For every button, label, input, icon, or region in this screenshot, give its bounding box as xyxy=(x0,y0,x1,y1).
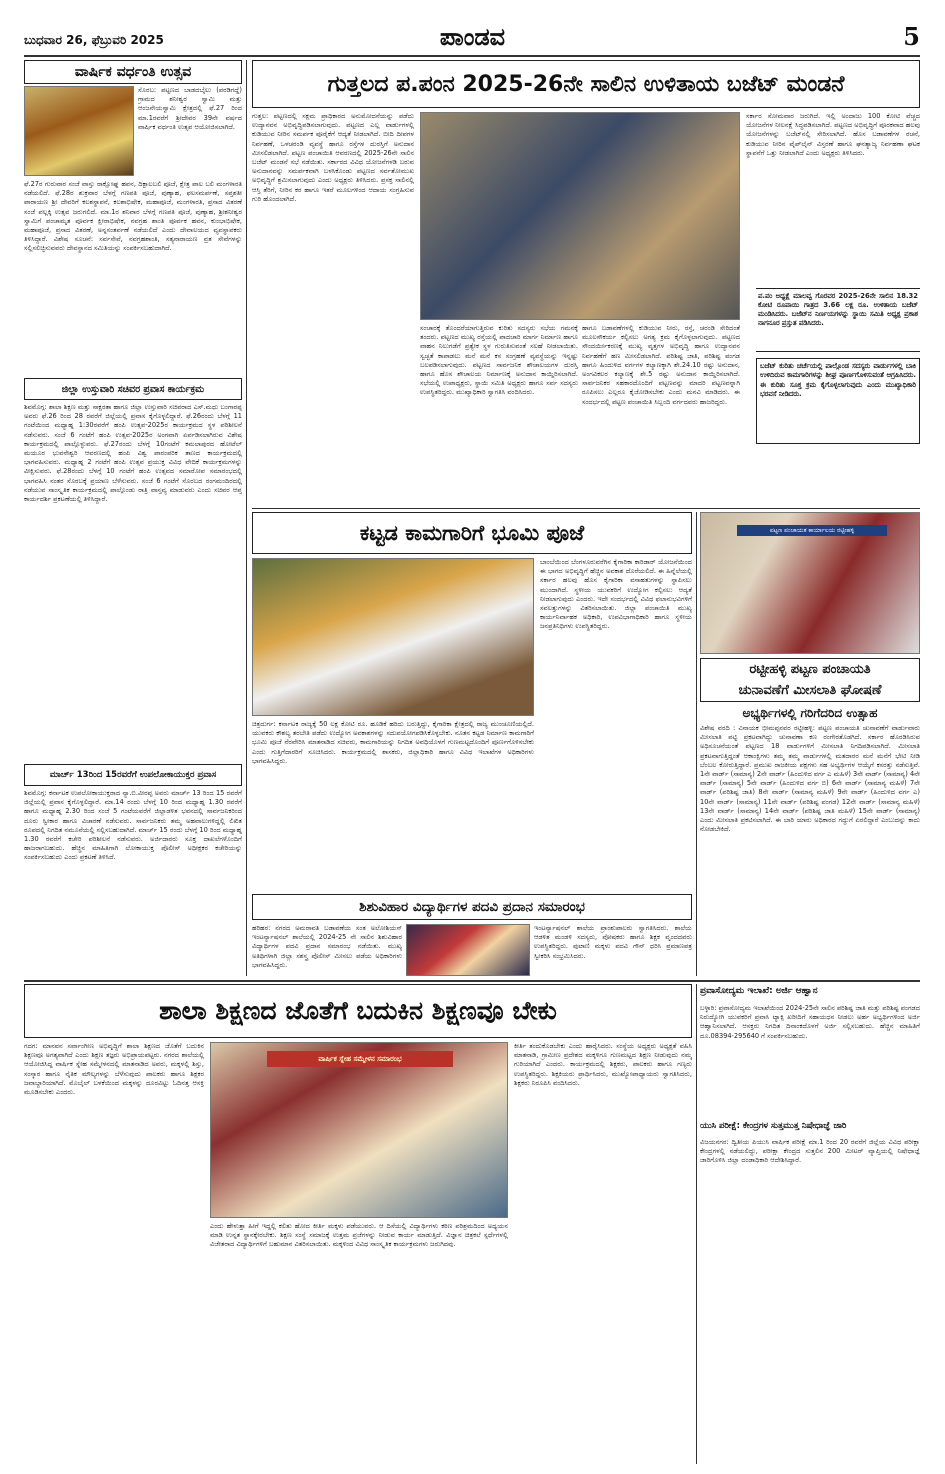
anniversary-body: ಫೆ.27ರ ಗುರುವಾರ ಸಂಜೆ ವಾಸ್ತು ರಾಕ್ಷೋಘ್ನ ಹವನ, ದಿಕ್ಪಾಲಬಲಿ ಪೂಜೆ, ಕ್ಷೇತ್ರ ಪಾಲ ಬಲಿ ಮಂಗಳಾರತಿ ನಡೆಯಲಿದೆ. ಫೆ.28ರ ಶುಕ್ರವಾರ ಬೆಳಗ್ಗೆ ಗಣಪತಿ ಪೂಜೆ, ಪುಣ್ಯಾಹ, ಫಲಸಮರ್ಪಣೆ, ಸಪ್ತಶತೀ ಪಾರಾಯಣ ಶ್ರೀ ದೇವರಿಗೆ ಕಲಶಸ್ಥಾಪನೆ, ಕಲಶಾಭಿಷೇಕ, ಮಹಾಪೂಜೆ, ಮಂಗಳಾರತಿ, ಪ್ರಸಾದ ವಿತರಣೆ ಸಂಜೆ ಪಲ್ಲಕ್ಕಿ ಉತ್ಸವ ಜರುಗಲಿದೆ. ಮಾ.1ರ ಶನಿವಾರ ಬೆಳಗ್ಗೆ ಗಣಪತಿ ಪೂಜೆ, ಪುಣ್ಯಾಹ, ಶ್ರೀಶನೀಶ್ವರ ಸ್ವಾಮಿಗೆ ಪಂಚಾಮೃತ ಪೂರ್ವಕ ಕ್ಷೀರಾಭಿಷೇಕ, ನವಗ್ರಹ ಶಾಂತಿ ಪೂರ್ವಕ ಹವನ, ಕುಂಭಾಭಿಷೇಕ, ಮಹಾಪೂಜೆ, ಪ್ರಸಾದ ವಿತರಣೆ, ಅನ್ನಸಂತರ್ಪಣೆ ನಡೆಯಲಿದೆ ಎಂದು ದೇವಾಲಯದ ವ್ಯವಸ್ಥಾಪಕರು ತಿಳಿಸಿದ್ದಾರೆ. ವಿಶೇಷ ಸೂಚನೆ: ಸರ್ವಸೇವೆ, ನವಗ್ರಹಶಾಂತಿ, ಸತ್ಯನಾರಾಯಣ ವ್ರತ ಸೇವೆಗಳನ್ನು ಸಲ್ಲಿಸಲಿಚ್ಛಿಸುವವರು ದೇವಸ್ಥಾನದ ಸಮಿತಿಯನ್ನು ಸಂಪರ್ಕಿಸಬಹುದಾಗಿದೆ. xyxy=(24,180,242,253)
ground-breaking-photo xyxy=(252,558,534,716)
budget-meeting-photo xyxy=(420,112,740,320)
ward-headline-box xyxy=(700,658,920,702)
budget-discussion-box xyxy=(756,358,920,444)
tourism-notice-title: ಪ್ರವಾಸೋದ್ಯಮ ಇಲಾಖೆ: ಅರ್ಜಿ ಆಹ್ವಾನ xyxy=(700,986,818,996)
budget-headline-box xyxy=(252,60,920,108)
ground-headline: ಕಟ್ಟಡ ಕಾಮಗಾರಿಗೆ ಭೂಮಿ ಪೂಜೆ xyxy=(359,520,585,545)
minister-tour-body: ಶಿವಮೊಗ್ಗ: ಶಾಲಾ ಶಿಕ್ಷಣ ಮತ್ತು ಸಾಕ್ಷರತಾ ಹಾಗೂ ಜಿಲ್ಲಾ ಉಸ್ತುವಾರಿ ಸಚಿವರಾದ ಎಸ್.ಮಧು ಬಂಗಾರಪ್ಪ ಅವರು ಫೆ.26 ರಿಂದ 28 ರವರೆಗೆ ಜಿಲ್ಲೆಯಲ್ಲಿ ಪ್ರವಾಸ ಕೈಗೊಳ್ಳಲಿದ್ದಾರೆ. ಫೆ.26ರಂದು ಬೆಳಗ್ಗೆ 11 ಗಂಟೆಯಿಂದ ಮಧ್ಯಾಹ್ನ 1:30ರವರೆಗೆ ಹಂಪಿ ಉತ್ಸವ-2025ರ ಕಾರ್ಯಕ್ರಮದ ಸ್ಥಳ ಪರಿಶೀಲನೆ ನಡೆಸುವರು. ಸಂಜೆ 6 ಗಂಟೆಗೆ ಹಂಪಿ ಉತ್ಸವ-2025ರ ಅಂಗವಾಗಿ ಏರ್ಪಡಿಸಲಾಗಿರುವ ವಿಶೇಷ ಕಾರ್ಯಕ್ರಮದಲ್ಲಿ ಪಾಲ್ಗೊಳ್ಳುವರು. ಫೆ.27ರಂದು ಬೆಳಗ್ಗೆ 10ಗಂಟೆಗೆ ಕಮಲಾಪುರದ ಹೋಟೆಲ್ ಮಯೂರ ಭುವನೇಶ್ವರಿ ಆವರಣದಲ್ಲಿ ಹಂಪಿ ವಿಶ್ವ ಪಾರಂಪರಿಕ ತಾಣದ ಕಾರ್ಯಕ್ರಮದಲ್ಲಿ ಭಾಗವಹಿಸುವರು. ಮಧ್ಯಾಹ್ನ 2 ಗಂಟೆಗೆ ಹಂಪಿ ಉತ್ಸವ ಪ್ರಯುಕ್ತ ವಿವಿಧ ವೇದಿಕೆ ಕಾರ್ಯಕ್ರಮಗಳನ್ನು ವೀಕ್ಷಿಸುವರು. ಫೆ.28ರಂದು ಬೆಳಗ್ಗೆ 10 ಗಂಟೆಗೆ ಹಂಪಿ ಉತ್ಸವದ ಸಮಾರೋಪ ಸಮಾರಂಭದಲ್ಲಿ ಭಾಗವಹಿಸಿ ನಂತರ ಸೊರಬಕ್ಕೆ ಪ್ರಯಾಣ ಬೆಳೆಸುವರು. ಸಂಜೆ 6 ಗಂಟೆಗೆ ಸೊರಬದ ರಂಗಮಂದಿರದಲ್ಲಿ ನಡೆಯುವ ಸಾಂಸ್ಕೃತಿಕ ಕಾರ್ಯಕ್ರಮದಲ್ಲಿ ಪಾಲ್ಗೊಂಡು ರಾತ್ರಿ ವಾಸ್ತವ್ಯ ಮಾಡುವರು ಎಂದು ಸಚಿವರ ಆಪ್ತ ಕಾರ್ಯದರ್ಶಿ ಪ್ರಕಟಣೆಯಲ್ಲಿ ತಿಳಿಸಿದ್ದಾರೆ. xyxy=(24,403,242,504)
anniversary-title: ವಾರ್ಷಿಕ ವರ್ಧಂತಿ ಉತ್ಸವ xyxy=(74,64,192,80)
budget-headline: ಗುತ್ತಲದ ಪ.ಪಂನ 2025-26ನೇ ಸಾಲಿನ ಉಳಿತಾಯ ಬಜೆಟ್ ಮಂಡನೆ xyxy=(327,71,845,97)
masthead-divider xyxy=(24,55,920,57)
ward-headline-1: ರಟ್ಟೀಹಳ್ಳಿ ಪಟ್ಟಣ ಪಂಚಾಯತಿ xyxy=(749,662,871,677)
masthead-title: ಪಾಂಡವ xyxy=(439,22,506,51)
school-function-photo xyxy=(210,1042,508,1218)
page-number: 5 xyxy=(903,22,920,51)
ground-col-1: ಚಿತ್ರದುರ್ಗ: ಕರ್ನಾಟಕ ರಾಜ್ಯಕ್ಕೆ 50 ಲಕ್ಷ ಕೋಟಿ ರೂ. ಹೂಡಿಕೆ ಹರಿದು ಬರುತ್ತಿದ್ದು, ಕೈಗಾರಿಕಾ ಕ್ಷೇತ್ರದಲ್ಲಿ ರಾಜ್ಯ ಮುಂಚೂಣಿಯಲ್ಲಿದೆ. ಯುವಕರು ಕೌಶಲ್ಯ ತರಬೇತಿ ಪಡೆದು ಉದ್ಯೋಗ ಅವಕಾಶಗಳನ್ನು ಸದುಪಯೋಗಪಡಿಸಿಕೊಳ್ಳಬೇಕು. ನೂತನ ಕಟ್ಟಡ ನಿರ್ಮಾಣ ಕಾಮಗಾರಿಗೆ ಭೂಮಿ ಪೂಜೆ ನೆರವೇರಿಸಿ ಮಾತನಾಡಿದ ಸಚಿವರು, ಕಾಮಗಾರಿಯನ್ನು ನಿಗದಿತ ಅವಧಿಯೊಳಗೆ ಗುಣಮಟ್ಟದೊಂದಿಗೆ ಪೂರ್ಣಗೊಳಿಸಬೇಕು ಎಂದು ಗುತ್ತಿಗೆದಾರರಿಗೆ ಸೂಚಿಸಿದರು. ಕಾರ್ಯಕ್ರಮದಲ್ಲಿ ಶಾಸಕರು, ಜಿಲ್ಲಾಧಿಕಾರಿ ಹಾಗೂ ವಿವಿಧ ಇಲಾಖೆಗಳ ಅಧಿಕಾರಿಗಳು ಭಾಗವಹಿಸಿದ್ದರು. xyxy=(252,720,534,765)
school-headline-box xyxy=(24,984,692,1038)
lokayukta-body: ಶಿವಮೊಗ್ಗ: ಕರ್ನಾಟಕ ಉಪಲೋಕಾಯುಕ್ತರಾದ ನ್ಯಾ.ಬಿ.ವೀರಪ್ಪ ಅವರು ಮಾರ್ಚ್ 13 ರಿಂದ 15 ರವರೆಗೆ ಜಿಲ್ಲೆಯಲ್ಲಿ ಪ್ರವಾಸ ಕೈಗೊಳ್ಳಲಿದ್ದಾರೆ. ಮಾ.14 ರಂದು ಬೆಳಗ್ಗೆ 10 ರಿಂದ ಮಧ್ಯಾಹ್ನ 1.30 ರವರೆಗೆ ಹಾಗೂ ಮಧ್ಯಾಹ್ನ 2.30 ರಿಂದ ಸಂಜೆ 5 ಗಂಟೆಯವರೆಗೆ ಜಿಲ್ಲಾಡಳಿತ ಭವನದಲ್ಲಿ ಸಾರ್ವಜನಿಕರಿಂದ ದೂರು ಸ್ವೀಕಾರ ಹಾಗೂ ವಿಚಾರಣೆ ನಡೆಸುವರು. ಸಾರ್ವಜನಿಕರು ತಮ್ಮ ಅಹವಾಲುಗಳಿದ್ದಲ್ಲಿ ಲಿಖಿತ ರೂಪದಲ್ಲಿ ನಿಗದಿತ ನಮೂನೆಯಲ್ಲಿ ಸಲ್ಲಿಸಬಹುದಾಗಿದೆ. ಮಾರ್ಚ್ 15 ರಂದು ಬೆಳಗ್ಗೆ 10 ರಿಂದ ಮಧ್ಯಾಹ್ನ 1.30 ರವರೆಗೆ ಕಚೇರಿ ಪರಿಶೀಲನೆ ನಡೆಸುವರು. ಅರ್ಜಿದಾರರು ಸೂಕ್ತ ದಾಖಲೆಗಳೊಂದಿಗೆ ಹಾಜರಾಗಬಹುದು. ಹೆಚ್ಚಿನ ಮಾಹಿತಿಗಾಗಿ ಲೋಕಾಯುಕ್ತ ಪೊಲೀಸ್ ಅಧೀಕ್ಷಕರ ಕಚೇರಿಯನ್ನು ಸಂಪರ್ಕಿಸಬಹುದು ಎಂದು ಪ್ರಕಟಣೆ ತಿಳಿಸಿದೆ. xyxy=(24,789,242,862)
lokayukta-title: ಮಾರ್ಚ್ 13ರಿಂದ 15ರವರೆಗೆ ಉಪಲೋಕಾಯುಕ್ತರ ಪ್ರವಾಸ xyxy=(49,770,217,780)
lokayukta-title-box xyxy=(24,764,242,786)
school-col-3: ಕೀರ್ತಿ ತಂದುಕೊಡಬೇಕು ಎಂದು ಹಾರೈಸಿದರು. ಸಂಸ್ಥೆಯ ಅಧ್ಯಕ್ಷರು ಅಧ್ಯಕ್ಷತೆ ವಹಿಸಿ ಮಾತನಾಡಿ, ಗ್ರಾಮೀಣ ಪ್ರದೇಶದ ಮಕ್ಕಳಿಗೂ ಗುಣಮಟ್ಟದ ಶಿಕ್ಷಣ ನೀಡುವುದು ನಮ್ಮ ಗುರಿಯಾಗಿದೆ ಎಂದರು. ಕಾರ್ಯಕ್ರಮದಲ್ಲಿ ಶಿಕ್ಷಕರು, ಪಾಲಕರು ಹಾಗೂ ಗಣ್ಯರು ಉಪಸ್ಥಿತರಿದ್ದರು. ಶಿಕ್ಷಕಿಯರು ಪ್ರಾರ್ಥಿಸಿದರು, ಮುಖ್ಯೋಪಾಧ್ಯಾಯರು ಸ್ವಾಗತಿಸಿದರು, ಶಿಕ್ಷಕರು ನಿರೂಪಿಸಿ ವಂದಿಸಿದರು. xyxy=(514,1042,692,1087)
budget-highlight-box xyxy=(756,288,920,352)
budget-col-4: ಸರ್ಕಾರ ಸೋಮವಾರ ಜರುಗಿದೆ. ಇಲ್ಲಿ ಅಂದಾಜು 100 ಕೋಟಿ ವೆಚ್ಚದ ಯೋಜನೆಗಳ ನೀಲನಕ್ಷೆ ಸಿದ್ಧಪಡಿಸಲಾಗಿದೆ. ಪಟ್ಟಣದ ಅಭಿವೃದ್ಧಿಗೆ ಪೂರಕವಾದ ಹಲವು ಯೋಜನೆಗಳನ್ನು ಬಜೆಟ್‌ನಲ್ಲಿ ಸೇರಿಸಲಾಗಿದೆ. ಹೊಸ ಬಡಾವಣೆಗಳ ರಚನೆ, ಕುಡಿಯುವ ನೀರಿನ ಪೈಪ್‌ಲೈನ್ ವಿಸ್ತರಣೆ ಹಾಗೂ ಘನತ್ಯಾಜ್ಯ ನಿರ್ವಹಣಾ ಘಟಕ ಸ್ಥಾಪನೆಗೆ ಒತ್ತು ನೀಡಲಾಗಿದೆ ಎಂದು ಅಧ್ಯಕ್ಷರು ತಿಳಿಸಿದರು. xyxy=(746,112,920,157)
budget-col-1: ಗುತ್ತಲ: ಪಟ್ಟಣದಲ್ಲಿ ಸಕ್ಷಮ ಪ್ರಾಧಿಕಾರದ ಅನುಮೋದನೆಯನ್ನು ಪಡೆದು ಉದ್ಯಾನವನ ಅಭಿವೃದ್ಧಿಪಡಿಸಲಾಗುವುದು. ಪಟ್ಟಣದ ಎಲ್ಲ ವಾರ್ಡುಗಳಲ್ಲಿ ಕುಡಿಯುವ ನೀರಿನ ಸಮರ್ಪಕ ಪೂರೈಕೆಗೆ ಆದ್ಯತೆ ನೀಡಲಾಗಿದೆ. ಬೀದಿ ದೀಪಗಳ ನಿರ್ವಹಣೆ, ಒಳಚರಂಡಿ ವ್ಯವಸ್ಥೆ ಹಾಗೂ ರಸ್ತೆಗಳ ದುರಸ್ತಿಗೆ ಅನುದಾನ ಮೀಸಲಿಡಲಾಗಿದೆ. ಪಟ್ಟಣ ಪಂಚಾಯಿತಿ ಆವರಣದಲ್ಲಿ 2025-26ನೇ ಸಾಲಿನ ಬಜೆಟ್ ಮಂಡನೆ ಸಭೆ ನಡೆಯಿತು. ಸರ್ಕಾರದ ವಿವಿಧ ಯೋಜನೆಗಳಡಿ ಬರುವ ಅನುದಾನವನ್ನು ಸಮರ್ಪಕವಾಗಿ ಬಳಸಿಕೊಂಡು ಪಟ್ಟಣದ ಸರ್ವತೋಮುಖ ಅಭಿವೃದ್ಧಿಗೆ ಶ್ರಮಿಸಲಾಗುವುದು ಎಂದು ಅಧ್ಯಕ್ಷರು ತಿಳಿಸಿದರು. ಪ್ರಸಕ್ತ ಸಾಲಿನಲ್ಲಿ ಆಸ್ತಿ ತೆರಿಗೆ, ನೀರಿನ ಕರ ಹಾಗೂ ಇತರೆ ಮೂಲಗಳಿಂದ ಆದಾಯ ಸಂಗ್ರಹಿಸುವ ಗುರಿ ಹೊಂದಲಾಗಿದೆ. xyxy=(252,112,414,203)
ward-headline-3: ಅಭ್ಯರ್ಥಿಗಳಲ್ಲಿ ಗರಿಗೆದರಿದ ಉತ್ಸಾಹ xyxy=(742,705,878,720)
school-col-1: ಗದಗ: ಮಾನವನ ಸರ್ವಾಂಗೀಣ ಅಭಿವೃದ್ಧಿಗೆ ಶಾಲಾ ಶಿಕ್ಷಣದ ಜೊತೆಗೆ ಬದುಕಿನ ಶಿಕ್ಷಣವೂ ಅಗತ್ಯವಾಗಿದೆ ಎಂದು ಶಿಕ್ಷಣ ತಜ್ಞರು ಅಭಿಪ್ರಾಯಪಟ್ಟರು. ನಗರದ ಶಾಲೆಯಲ್ಲಿ ಆಯೋಜಿಸಿದ್ದ ವಾರ್ಷಿಕ ಸ್ನೇಹ ಸಮ್ಮೇಳನದಲ್ಲಿ ಮಾತನಾಡಿದ ಅವರು, ಮಕ್ಕಳಲ್ಲಿ ಶಿಸ್ತು, ಸಂಸ್ಕಾರ ಹಾಗೂ ನೈತಿಕ ಮೌಲ್ಯಗಳನ್ನು ಬೆಳೆಸುವುದು ಪಾಲಕರು ಹಾಗೂ ಶಿಕ್ಷಕರ ಜವಾಬ್ದಾರಿಯಾಗಿದೆ. ಮೊಬೈಲ್ ಬಳಕೆಯಿಂದ ಮಕ್ಕಳನ್ನು ದೂರವಿಟ್ಟು ಓದಿನತ್ತ ಆಸಕ್ತಿ ಮೂಡಿಸಬೇಕು ಎಂದರು. xyxy=(24,1042,204,1097)
budget-bottom-rule xyxy=(252,508,920,509)
shishu-headline-box xyxy=(252,894,692,920)
left-column-divider xyxy=(246,60,247,976)
budget-discussion-text: ಬಜೆಟ್ ಕುರಿತು ಚರ್ಚೆಯಲ್ಲಿ ಪಾಲ್ಗೊಂಡ ಸದಸ್ಯರು ವಾರ್ಡುಗಳಲ್ಲಿ ಬಾಕಿ ಉಳಿದಿರುವ ಕಾಮಗಾರಿಗಳನ್ನು ಶೀಘ್ರ ಪೂರ್ಣಗೊಳಿಸುವಂತೆ ಆಗ್ರಹಿಸಿದರು. ಈ ಕುರಿತು ಸೂಕ್ತ ಕ್ರಮ ಕೈಗೊಳ್ಳಲಾಗುವುದು ಎಂದು ಮುಖ್ಯಾಧಿಕಾರಿ ಭರವಸೆ ನೀಡಿದರು. xyxy=(760,362,916,399)
exam-notice-body: ವಿಜಯನಗರ: ದ್ವಿತೀಯ ಪಿಯುಸಿ ವಾರ್ಷಿಕ ಪರೀಕ್ಷೆ ಮಾ.1 ರಿಂದ 20 ರವರೆಗೆ ಜಿಲ್ಲೆಯ ವಿವಿಧ ಪರೀಕ್ಷಾ ಕೇಂದ್ರಗಳಲ್ಲಿ ನಡೆಯಲಿದ್ದು, ಪರೀಕ್ಷಾ ಕೇಂದ್ರದ ಸುತ್ತಲಿನ 200 ಮೀಟರ್ ವ್ಯಾಪ್ತಿಯಲ್ಲಿ ನಿಷೇಧಾಜ್ಞೆ ಜಾರಿಗೊಳಿಸಿ ಜಿಲ್ಲಾ ದಂಡಾಧಿಕಾರಿ ಆದೇಶಿಸಿದ್ದಾರೆ. xyxy=(700,1138,920,1165)
school-top-rule xyxy=(24,980,920,982)
school-headline: ಶಾಲಾ ಶಿಕ್ಷಣದ ಜೊತೆಗೆ ಬದುಕಿನ ಶಿಕ್ಷಣವೂ ಬೇಕು xyxy=(159,996,557,1025)
ward-divider xyxy=(696,512,697,976)
ground-col-2: ಬಾಂಬೆಯಿಂದ ಬೆಂಗಳೂರುವರೆಗಿನ ಕೈಗಾರಿಕಾ ಕಾರಿಡಾರ್ ಯೋಜನೆಯಿಂದ ಈ ಭಾಗದ ಅಭಿವೃದ್ಧಿಗೆ ಹೆಚ್ಚಿನ ಅವಕಾಶ ದೊರೆಯಲಿದೆ. ಈ ಹಿನ್ನೆಲೆಯಲ್ಲಿ ಸರ್ಕಾರ ಹಲವು ಹೊಸ ಕೈಗಾರಿಕಾ ವಸಾಹತುಗಳನ್ನು ಸ್ಥಾಪಿಸಲು ಮುಂದಾಗಿದೆ. ಸ್ಥಳೀಯ ಯುವಕರಿಗೆ ಉದ್ಯೋಗ ಕಲ್ಪಿಸಲು ಆದ್ಯತೆ ನೀಡಲಾಗುವುದು ಎಂದರು. ಇದೇ ಸಂದರ್ಭದಲ್ಲಿ ವಿವಿಧ ಫಲಾನುಭವಿಗಳಿಗೆ ಸವಲತ್ತುಗಳನ್ನು ವಿತರಿಸಲಾಯಿತು. ಜಿಲ್ಲಾ ಪಂಚಾಯಿತಿ ಮುಖ್ಯ ಕಾರ್ಯನಿರ್ವಾಹಕ ಅಧಿಕಾರಿ, ಉಪವಿಭಾಗಾಧಿಕಾರಿ ಹಾಗೂ ಸ್ಥಳೀಯ ಜನಪ್ರತಿನಿಧಿಗಳು ಉಪಸ್ಥಿತರಿದ್ದರು. xyxy=(540,558,692,631)
anniversary-side-text: ಸೊರಬ: ಪಟ್ಟಣದ ಬಾಡದಬೈಲು (ಪರಡಿಗದ್ದೆ) ಗ್ರಾಮದ ಶನೀಶ್ವರ ಸ್ವಾಮಿ ಮತ್ತು ಆಂಜನೇಯಸ್ವಾಮಿ ಕ್ಷೇತ್ರದಲ್ಲಿ ಫೆ.27 ರಿಂದ ಮಾ.1ರವರೆಗೆ ಶ್ರೀದೇವರ 39ನೇ ವರ್ಷದ ವಾರ್ಷಿಕ ವರ್ಧಂತಿ ಉತ್ಸವ ಆಯೋಜಿಸಲಾಗಿದೆ. xyxy=(138,86,242,131)
school-col-2: ಎಂದು ಹೇಳುತ್ತಾ ಹೀಗೆ ಇದ್ದಲ್ಲಿ ಕಲಿತು ಹೋದ ಕೀರ್ತಿ ಮಕ್ಕಳು ಪಡೆಯುವರು. ಆ ದಿಸೆಯಲ್ಲಿ ವಿದ್ಯಾರ್ಥಿಗಳು ಕಠಿಣ ಪರಿಶ್ರಮದಿಂದ ಅಧ್ಯಯನ ಮಾಡಿ ಉನ್ನತ ಸ್ಥಾನಕ್ಕೇರಬೇಕು. ಶಿಕ್ಷಣ ಸಂಸ್ಥೆ ಸಮಾಜಕ್ಕೆ ಉತ್ತಮ ಪ್ರಜೆಗಳನ್ನು ನೀಡುವ ಕಾರ್ಯ ಮಾಡುತ್ತಿದೆ. ವಿಜ್ಞಾನ ಚಿತ್ರಕಲೆ ಸ್ಪರ್ಧೆಗಳಲ್ಲಿ ವಿಜೇತರಾದ ವಿದ್ಯಾರ್ಥಿಗಳಿಗೆ ಬಹುಮಾನ ವಿತರಿಸಲಾಯಿತು. ಮಕ್ಕಳಿಂದ ವಿವಿಧ ಸಾಂಸ್ಕೃತಿಕ ಕಾರ್ಯಕ್ರಮಗಳು ಜರುಗಿದವು. xyxy=(210,1222,508,1249)
graduation-ceremony-photo xyxy=(406,924,530,976)
shishu-headline: ಶಿಶುವಿಹಾರ ವಿದ್ಯಾರ್ಥಿಗಳ ಪದವಿ ಪ್ರದಾನ ಸಮಾರಂಭ xyxy=(359,899,585,915)
budget-highlight-text: ಪ.ಪಂ ಅಧ್ಯಕ್ಷೆ ಮಾಲವ್ವ ಗೊರವರ 2025-26ನೇ ಸಾಲಿನ 18.32 ಕೋಟಿ ರೂಪಾಯಿ ಗಾತ್ರದ 3.66 ಲಕ್ಷ ರೂ. ಉಳಿತಾಯ ಬಜೆಟ್ ಮಂಡಿಸಿದರು. ಬಜೆಟ್‌ನ ನಿರ್ಣಯಗಳನ್ನು ಸ್ಥಾಯಿ ಸಮಿತಿ ಅಧ್ಯಕ್ಷ ಪ್ರಕಾಶ ನಾಗನೂರ ಪ್ರಸ್ತುತ ಪಡಿಸಿದರು. xyxy=(758,292,918,327)
minister-tour-title: ಜಿಲ್ಲಾ ಉಸ್ತುವಾರಿ ಸಚಿವರ ಪ್ರವಾಸ ಕಾರ್ಯಕ್ರಮ xyxy=(61,383,205,395)
tourism-notice-body: ಬಳ್ಳಾರಿ: ಪ್ರವಾಸೋದ್ಯಮ ಇಲಾಖೆಯಿಂದ 2024-25ನೇ ಸಾಲಿನ ಪರಿಶಿಷ್ಟ ಜಾತಿ ಮತ್ತು ಪರಿಶಿಷ್ಟ ಪಂಗಡದ ನಿರುದ್ಯೋಗಿ ಯುವಕರಿಗೆ ಪ್ರವಾಸಿ ಟ್ಯಾಕ್ಸಿ ಖರೀದಿಗೆ ಸಹಾಯಧನ ನೀಡಲು ಅರ್ಹ ಅಭ್ಯರ್ಥಿಗಳಿಂದ ಅರ್ಜಿ ಆಹ್ವಾನಿಸಲಾಗಿದೆ. ಆಸಕ್ತರು ನಿಗದಿತ ದಿನಾಂಕದೊಳಗೆ ಅರ್ಜಿ ಸಲ್ಲಿಸಬಹುದು. ಹೆಚ್ಚಿನ ಮಾಹಿತಿಗೆ ದೂ.08394-295640 ಗೆ ಸಂಪರ್ಕಿಸಬಹುದು. xyxy=(700,1004,920,1040)
shishu-col-1: ಹರಿಹರ: ನಗರದ ಅಮರಾವತಿ ಬಡಾವಣೆಯ ಸಂತ ಅಲೋಶಿಯಸ್ ಇಂಟರ್ನ್ಯಾಷನಲ್ ಶಾಲೆಯಲ್ಲಿ 2024-25 ನೇ ಸಾಲಿನ ಶಿಶುವಿಹಾರ ವಿದ್ಯಾರ್ಥಿಗಳ ಪದವಿ ಪ್ರದಾನ ಸಮಾರಂಭ ನಡೆಯಿತು. ಮುಖ್ಯ ಅತಿಥಿಗಳಾಗಿ ಜಿಲ್ಲಾ ಸಶಸ್ತ್ರ ಪೊಲೀಸ್ ಮೀಸಲು ಪಡೆಯ ಅಧಿಕಾರಿಗಳು ಭಾಗವಹಿಸಿದ್ದರು. xyxy=(252,924,402,969)
ward-body: ವಿಶೇಷ ವರದಿ : ವಿನಾಯಕ ಭೀಮಪ್ಪನವರ ರಟ್ಟೀಹಳ್ಳಿ: ಪಟ್ಟಣ ಪಂಚಾಯತಿ ಚುನಾವಣೆಗೆ ವಾರ್ಡುವಾರು ಮೀಸಲಾತಿ ಪಟ್ಟಿ ಪ್ರಕಟವಾಗಿದ್ದು ಚುನಾವಣಾ ಕಣ ರಂಗೇರತೊಡಗಿದೆ. ಸರ್ಕಾರ ಹೊರಡಿಸಿರುವ ಅಧಿಸೂಚನೆಯಂತೆ ಪಟ್ಟಣದ 18 ವಾರ್ಡುಗಳಿಗೆ ಮೀಸಲಾತಿ ನಿಗದಿಪಡಿಸಲಾಗಿದೆ. ಮೀಸಲಾತಿ ಪ್ರಕಟವಾಗುತ್ತಿದ್ದಂತೆ ಆಕಾಂಕ್ಷಿಗಳು ತಮ್ಮ ತಮ್ಮ ವಾರ್ಡುಗಳಲ್ಲಿ ಮತದಾರರ ಮನೆ ಮನೆಗೆ ಭೇಟಿ ನೀಡಿ ಬೆಂಬಲ ಕೋರುತ್ತಿದ್ದಾರೆ. ಪ್ರಮುಖ ರಾಜಕೀಯ ಪಕ್ಷಗಳು ಸಹ ಅಭ್ಯರ್ಥಿಗಳ ಆಯ್ಕೆಗೆ ಕಸರತ್ತು ನಡೆಸುತ್ತಿವೆ. 1ನೇ ವಾರ್ಡ್ (ಸಾಮಾನ್ಯ) 2ನೇ ವಾರ್ಡ್ (ಹಿಂದುಳಿದ ವರ್ಗ ಎ ಮಹಿಳೆ) 3ನೇ ವಾರ್ಡ್ (ಸಾಮಾನ್ಯ) 4ನೇ ವಾರ್ಡ್ (ಸಾಮಾನ್ಯ) 5ನೇ ವಾರ್ಡ್ (ಹಿಂದುಳಿದ ವರ್ಗ ಬಿ) 6ನೇ ವಾರ್ಡ್ (ಸಾಮಾನ್ಯ ಮಹಿಳೆ) 7ನೇ ವಾರ್ಡ್ (ಪರಿಶಿಷ್ಟ ಜಾತಿ) 8ನೇ ವಾರ್ಡ್ (ಸಾಮಾನ್ಯ ಮಹಿಳೆ) 9ನೇ ವಾರ್ಡ್ (ಹಿಂದುಳಿದ ವರ್ಗ ಎ) 10ನೇ ವಾರ್ಡ್ (ಸಾಮಾನ್ಯ) 11ನೇ ವಾರ್ಡ್ (ಪರಿಶಿಷ್ಟ ಪಂಗಡ) 12ನೇ ವಾರ್ಡ್ (ಸಾಮಾನ್ಯ ಮಹಿಳೆ) 13ನೇ ವಾರ್ಡ್ (ಸಾಮಾನ್ಯ) 14ನೇ ವಾರ್ಡ್ (ಪರಿಶಿಷ್ಟ ಜಾತಿ ಮಹಿಳೆ) 15ನೇ ವಾರ್ಡ್ (ಸಾಮಾನ್ಯ) ಎಂದು ಮೀಸಲಾತಿ ಪ್ರಕಟಿಸಲಾಗಿದೆ. ಈ ಬಾರಿ ಯಾರು ಅಧಿಕಾರದ ಗದ್ದುಗೆ ಏರಲಿದ್ದಾರೆ ಎಂಬುದನ್ನು ಕಾದು ನೋಡಬೇಕಿದೆ. xyxy=(700,724,920,834)
building-sign: ಪಟ್ಟಣ ಪಂಚಾಯತ ಕಾರ್ಯಾಲಯ ರಟ್ಟೀಹಳ್ಳಿ xyxy=(737,525,887,536)
exam-notice-title: ಯುಸಿ ಪರೀಕ್ಷೆ: ಕೇಂದ್ರಗಳ ಸುತ್ತಮುತ್ತ ನಿಷೇಧಾಜ್ಞೆ ಜಾರಿ xyxy=(700,1120,847,1130)
ground-headline-box xyxy=(252,512,692,554)
budget-col-2: ಸಂಚಾರಕ್ಕೆ ತೊಂದರೆಯಾಗುತ್ತಿರುವ ಕುರಿತು ಸದಸ್ಯರು ಸಭೆಯ ಗಮನಕ್ಕೆ ತಂದರು. ಪಟ್ಟಣದ ಮುಖ್ಯ ರಸ್ತೆಯಲ್ಲಿ ಪಾದಚಾರಿ ಮಾರ್ಗ ನಿರ್ಮಾಣ ಹಾಗೂ ವಾಹನ ನಿಲುಗಡೆಗೆ ಪ್ರತ್ಯೇಕ ಸ್ಥಳ ಗುರುತಿಸುವಂತೆ ಸಲಹೆ ನೀಡಲಾಯಿತು. ಸ್ವಚ್ಛತೆ ಕಾಪಾಡಲು ಮನೆ ಮನೆ ಕಸ ಸಂಗ್ರಹಣೆ ವ್ಯವಸ್ಥೆಯನ್ನು ಇನ್ನಷ್ಟು ಬಲಪಡಿಸಲಾಗುವುದು. ಪಟ್ಟಣದ ಸಾರ್ವಜನಿಕ ಶೌಚಾಲಯಗಳ ದುರಸ್ತಿ ಹಾಗೂ ಹೊಸ ಶೌಚಾಲಯ ನಿರ್ಮಾಣಕ್ಕೆ ಅನುದಾನ ಕಾಯ್ದಿರಿಸಲಾಗಿದೆ. ಸಭೆಯಲ್ಲಿ ಉಪಾಧ್ಯಕ್ಷರು, ಸ್ಥಾಯಿ ಸಮಿತಿ ಅಧ್ಯಕ್ಷರು ಹಾಗೂ ಸರ್ವ ಸದಸ್ಯರು ಉಪಸ್ಥಿತರಿದ್ದರು. ಮುಖ್ಯಾಧಿಕಾರಿ ಸ್ವಾಗತಿಸಿ ವಂದಿಸಿದರು. xyxy=(420,324,578,397)
anniversary-title-box xyxy=(24,60,242,84)
school-event-banner: ವಾರ್ಷಿಕ ಸ್ನೇಹ ಸಮ್ಮೇಳನ ಸಮಾರಂಭ xyxy=(267,1051,453,1067)
town-panchayat-building-photo xyxy=(700,512,920,654)
notices-divider xyxy=(696,984,697,1464)
masthead-date: ಬುಧವಾರ 26, ಫೆಬ್ರುವರಿ 2025 xyxy=(24,33,164,47)
shishu-col-2: ಇಂಟರ್ನ್ಯಾಷನಲ್ ಶಾಲೆಯ ಪ್ರಾಂಶುಪಾಲರು ಸ್ವಾಗತಿಸಿದರು. ಶಾಲೆಯ ಆಡಳಿತ ಮಂಡಳಿ ಸದಸ್ಯರು, ಪೋಷಕರು ಹಾಗೂ ಶಿಕ್ಷಕ ವೃಂದದವರು ಉಪಸ್ಥಿತರಿದ್ದರು. ಪುಟಾಣಿ ಮಕ್ಕಳು ಪದವಿ ಗೌನ್ ಧರಿಸಿ ಪ್ರಮಾಣಪತ್ರ ಸ್ವೀಕರಿಸಿ ಸಂಭ್ರಮಿಸಿದರು. xyxy=(534,924,692,960)
budget-col-3: ಹಾಗೂ ಬಡಾವಣೆಗಳಲ್ಲಿ ಕುಡಿಯುವ ನೀರು, ರಸ್ತೆ, ಚರಂಡಿ ಸೇರಿದಂತೆ ಮೂಲಸೌಕರ್ಯ ಕಲ್ಪಿಸಲು ಅಗತ್ಯ ಕ್ರಮ ಕೈಗೊಳ್ಳಲಾಗುವುದು. ಪಟ್ಟಣದ ಸೌಂದರ್ಯೀಕರಣಕ್ಕೆ ಮುಖ್ಯ ವೃತ್ತಗಳ ಅಭಿವೃದ್ಧಿ ಹಾಗೂ ಉದ್ಯಾನವನ ನಿರ್ವಹಣೆಗೆ ಹಣ ಮೀಸಲಿಡಲಾಗಿದೆ. ಪರಿಶಿಷ್ಟ ಜಾತಿ, ಪರಿಶಿಷ್ಟ ಪಂಗಡ ಹಾಗೂ ಹಿಂದುಳಿದ ವರ್ಗಗಳ ಕಲ್ಯಾಣಕ್ಕಾಗಿ ಶೇ.24.10 ರಷ್ಟು ಅನುದಾನ, ಅಂಗವಿಕಲರ ಕಲ್ಯಾಣಕ್ಕೆ ಶೇ.5 ರಷ್ಟು ಅನುದಾನ ಕಾಯ್ದಿರಿಸಲಾಗಿದೆ. ಸಾರ್ವಜನಿಕರ ಸಹಕಾರದೊಂದಿಗೆ ಪಟ್ಟಣವನ್ನು ಮಾದರಿ ಪಟ್ಟಣವನ್ನಾಗಿ ರೂಪಿಸಲು ಎಲ್ಲರೂ ಕೈಜೋಡಿಸಬೇಕು ಎಂದು ಮನವಿ ಮಾಡಿದರು. ಈ ಸಂದರ್ಭದಲ್ಲಿ ಪಟ್ಟಣ ಪಂಚಾಯಿತಿ ಸಿಬ್ಬಂದಿ ವರ್ಗದವರು ಹಾಜರಿದ್ದರು. xyxy=(582,324,740,406)
minister-tour-title-box xyxy=(24,378,242,400)
ward-headline-2: ಚುನಾವಣೆಗೆ ಮೀಸಲಾತಿ ಘೋಷಣೆ xyxy=(738,683,882,698)
temple-deity-photo xyxy=(24,86,134,176)
masthead xyxy=(0,0,945,58)
